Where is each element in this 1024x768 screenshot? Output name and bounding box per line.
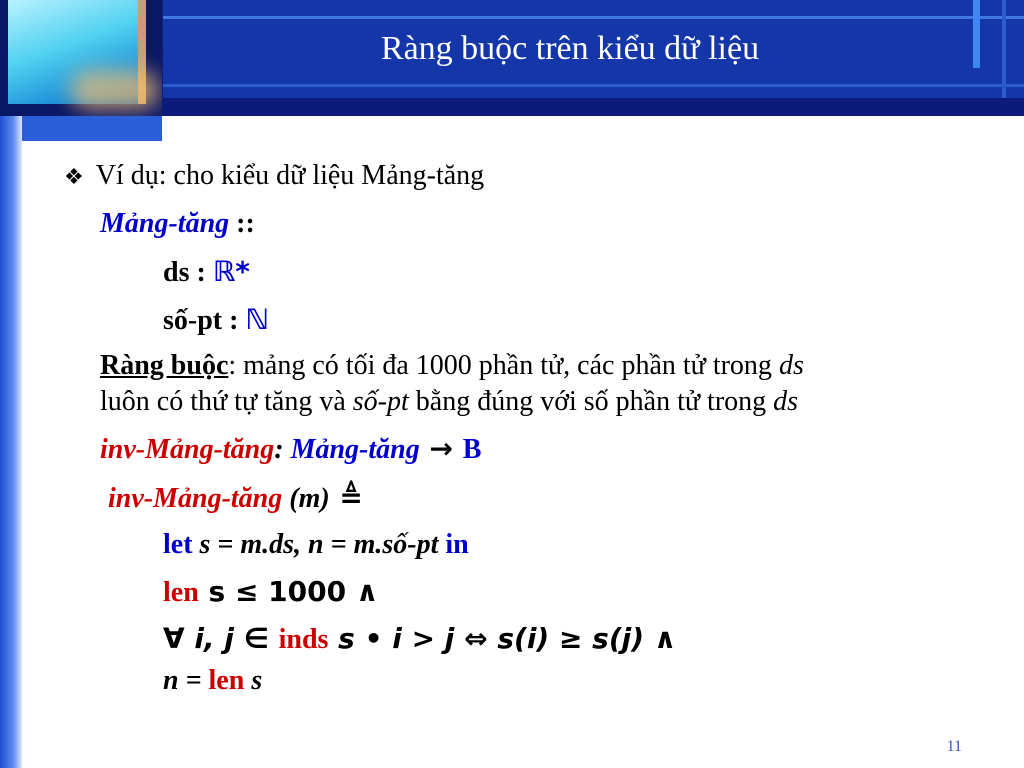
page-number: 11 — [946, 738, 962, 755]
constraint-text-1: : mảng có tối đa 1000 phần tử, các phần tử trong — [228, 350, 779, 381]
n-suffix: s — [244, 665, 263, 696]
inds-keyword: inds — [278, 624, 329, 655]
inv-definition — [108, 481, 363, 515]
def-arg: (m) — [282, 483, 330, 514]
def-symbol: ≜ — [329, 481, 363, 514]
forall-expression: s • i > j ⇔ s(i) ≥ s(j) ∧ — [328, 622, 677, 655]
len-line — [163, 575, 379, 609]
let-keyword: let — [163, 529, 193, 560]
len-keyword-2: len — [208, 665, 245, 696]
len-expression: s ≤ 1000 ∧ — [198, 575, 379, 608]
in-keyword: in — [445, 529, 469, 560]
len-keyword: len — [163, 577, 199, 608]
inv-result-type: B — [462, 434, 482, 465]
field-ds-name: ds : — [163, 257, 213, 288]
constraint-text-2a: luôn có thứ tự tăng và — [100, 386, 353, 417]
constraint-line-1 — [100, 350, 804, 382]
intro-text: Ví dụ: cho kiểu dữ liệu Mảng-tăng — [95, 160, 485, 191]
type-name: Mảng-tăng — [100, 208, 230, 239]
constraint-line-2 — [100, 386, 798, 418]
n-prefix: n = — [163, 665, 209, 696]
let-expression: s = m.ds, n = m.số-pt — [192, 529, 446, 560]
constraint-sopt: số-pt — [352, 386, 409, 417]
constraint-ds-1: ds — [778, 350, 804, 381]
field-ds-type: ℝ* — [212, 255, 250, 288]
field-sopt — [163, 303, 269, 337]
constraint-ds-2: ds — [773, 386, 799, 417]
slide-title: Ràng buộc trên kiểu dữ liệu — [380, 30, 760, 67]
inv-signature — [100, 432, 481, 466]
inv-name: inv-Mảng-tăng — [100, 434, 275, 465]
inv-arg-type: Mảng-tăng — [283, 434, 420, 465]
constraint-label: Ràng buộc — [100, 350, 229, 381]
field-ds — [163, 255, 250, 289]
field-sopt-type: ℕ — [245, 303, 269, 336]
def-name: inv-Mảng-tăng — [108, 483, 283, 514]
forall-line — [163, 622, 677, 656]
n-line — [163, 665, 262, 697]
bullet-intro — [64, 160, 484, 192]
type-separator: :: — [229, 208, 255, 239]
forall-prefix: ∀ i, j ∈ — [163, 622, 279, 655]
type-declaration — [100, 208, 255, 240]
diamond-bullet-icon: ❖ — [64, 165, 84, 190]
inv-arrow: → — [419, 432, 463, 465]
constraint-text-2b: bằng đúng với số phần tử trong — [408, 386, 774, 417]
let-line — [163, 529, 469, 561]
field-sopt-name: số-pt : — [163, 305, 246, 336]
inv-colon: : — [274, 434, 284, 465]
